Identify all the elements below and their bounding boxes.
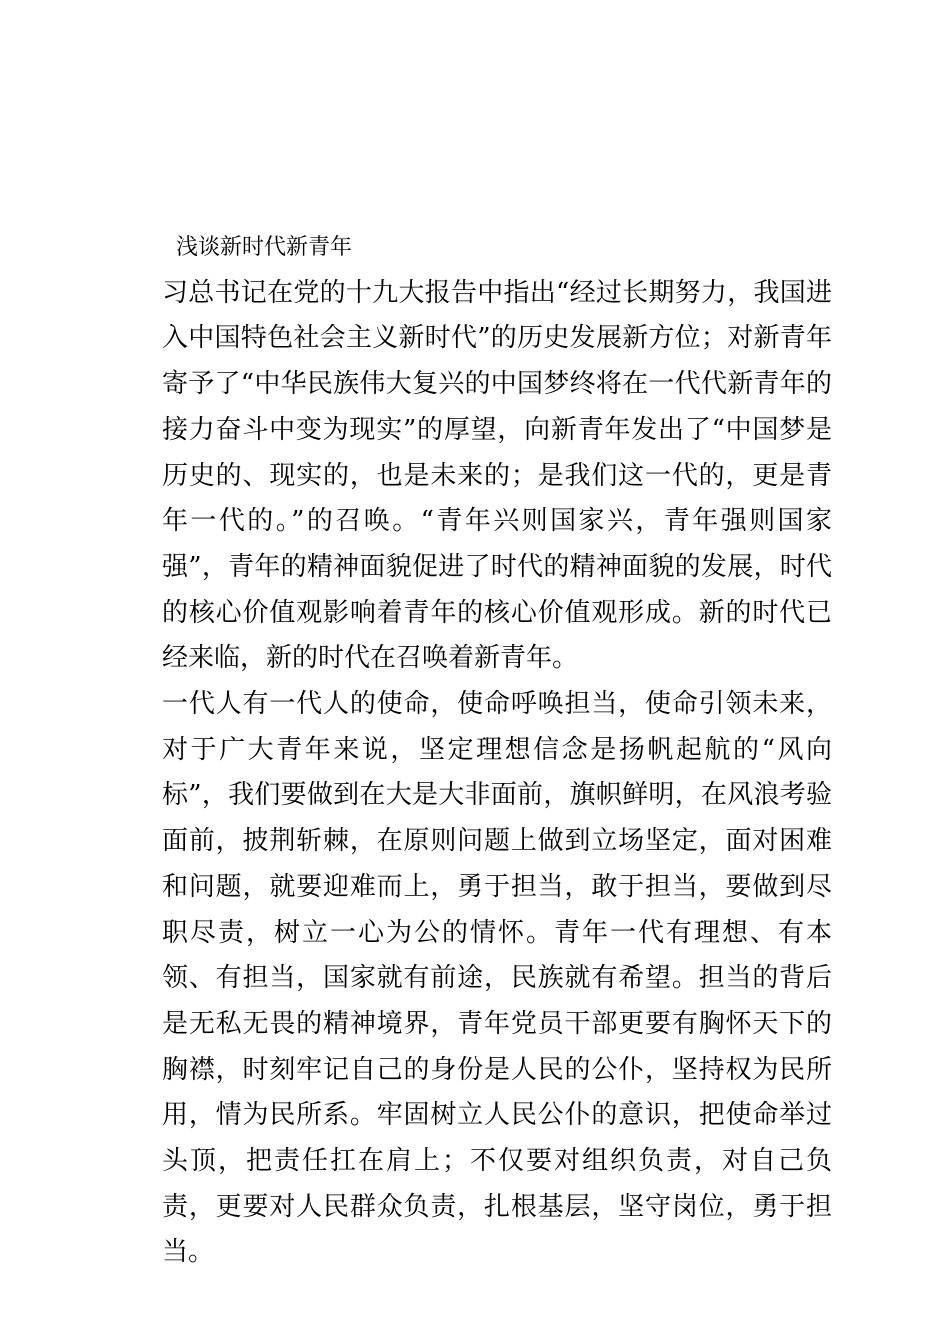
paragraph-1: 习总书记在党的十九大报告中指出“经过长期努力，我国进入中国特色社会主义新时代”的历史发展新方位；对新青年寄予了“中华民族伟大复兴的中国梦终将在一代代新青年的接力奋斗中变为现实”的厚望，向新青年发出了“中国梦是历史的、现实的，也是未来的；是我们这一代的，更是青年一代的。”的召唤。“青年兴则国家兴，青年强则国家强”，青年的精神面貌促进了时代的精神面貌的发展，时代的核心价值观影响着青年的核心价值观形成。新的时代已经来临，新的时代在召唤着新青年。 [162,277,832,674]
document-body [162,225,832,1276]
document-title: 浅谈新时代新青年 [176,235,353,260]
paragraph-2: 一代人有一代人的使命，使命呼唤担当，使命引领未来，对于广大青年来说，坚定理想信念是扬帆起航的“风向标”，我们要做到在大是大非面前，旗帜鲜明，在风浪考验面前，披荆斩棘，在原则问题上做到立场坚定，面对困难和问题，就要迎难而上，勇于担当，敢于担当，要做到尽职尽责，树立一心为公的情怀。青年一代有理想、有本领、有担当，国家就有前途，民族就有希望。担当的背后是无私无畏的精神境界，青年党员干部更要有胸怀天下的胸襟，时刻牢记自己的身份是人民的公仆，坚持权为民所用，情为民所系。牢固树立人民公仆的意识，把使命举过头顶，把责任扛在肩上；不仅要对组织负责，对自己负责，更要对人民群众负责，扎根基层，坚守岗位，勇于担当。 [162,689,832,1268]
